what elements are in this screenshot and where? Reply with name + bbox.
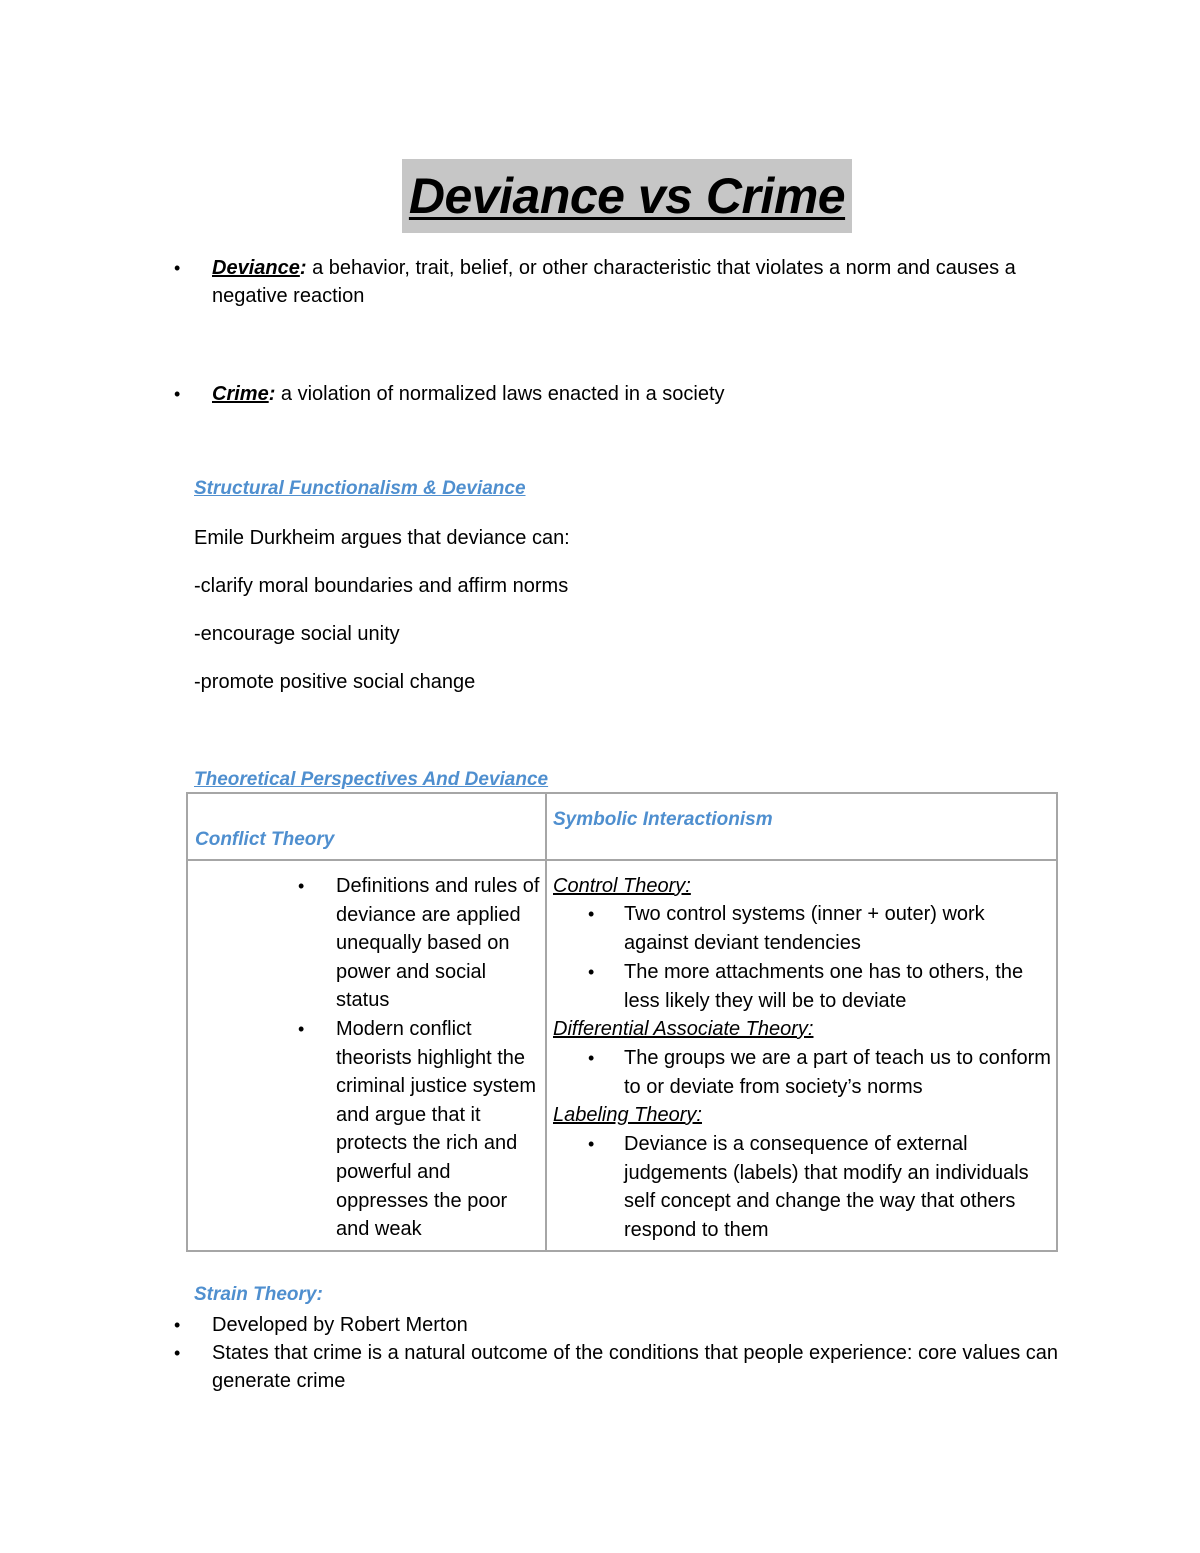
structural-point: -clarify moral boundaries and affirm norms [194, 575, 569, 597]
table-divider [188, 859, 1056, 861]
labeling-theory-heading: Labeling Theory: [553, 1104, 702, 1126]
bullet-icon: • [588, 1134, 595, 1154]
column-header-symbolic: Symbolic Interactionism [553, 809, 773, 830]
structural-point: -encourage social unity [194, 623, 400, 645]
definition-term: Crime [212, 383, 269, 405]
bullet-icon: • [588, 1048, 595, 1068]
definition-term: Deviance [212, 257, 300, 279]
bullet-icon: • [298, 876, 305, 896]
conflict-point: Definitions and rules of deviance are applied unequally based on power and social status [336, 875, 540, 1012]
bullet-icon: • [174, 1315, 181, 1335]
structural-heading: Structural Functionalism & Deviance [194, 478, 526, 499]
bullet-icon: • [174, 258, 181, 278]
theory-table [186, 792, 1058, 1252]
strain-text: States that crime is a natural outcome of the conditions that people experience: core values can generate crime [212, 1342, 1059, 1392]
structural-intro: Emile Durkheim argues that deviance can: [194, 527, 570, 549]
definition-text: a behavior, trait, belief, or other characteristic that violates a norm and causes a negative reaction [212, 257, 1016, 307]
structural-point: -promote positive social change [194, 671, 476, 693]
control-point: Two control systems (inner + outer) work against deviant tendencies [624, 903, 985, 954]
definition-text: a violation of normalized laws enacted in a society [275, 383, 725, 405]
column-header-conflict: Conflict Theory [195, 829, 335, 850]
table-divider [545, 794, 547, 1250]
theoretical-heading: Theoretical Perspectives And Deviance [194, 769, 549, 790]
differential-point: The groups we are a part of teach us to conform to or deviate from society’s norms [624, 1047, 1051, 1098]
definition-colon: : [299, 257, 307, 279]
bullet-icon: • [588, 904, 595, 924]
labeling-point: Deviance is a consequence of external judgements (labels) that modify an individuals self concept and change the way that others respond to them [624, 1133, 1029, 1241]
control-theory-heading: Control Theory: [553, 875, 691, 897]
definition-colon: : [268, 383, 276, 405]
bullet-icon: • [174, 1343, 181, 1363]
conflict-point: Modern conflict theorists highlight the criminal justice system and argue that it protects the rich and powerful and oppresses the poor and weak [336, 1018, 537, 1241]
bullet-icon: • [174, 384, 181, 404]
bullet-icon: • [588, 962, 595, 982]
differential-theory-heading: Differential Associate Theory: [553, 1018, 814, 1040]
bullet-icon: • [298, 1019, 305, 1039]
strain-heading: Strain Theory: [194, 1284, 323, 1305]
control-point: The more attachments one has to others, the less likely they will be to deviate [624, 961, 1024, 1012]
title-highlight [402, 159, 852, 233]
page-title: Deviance vs Crime [408, 168, 846, 224]
strain-text: Developed by Robert Merton [212, 1314, 468, 1336]
